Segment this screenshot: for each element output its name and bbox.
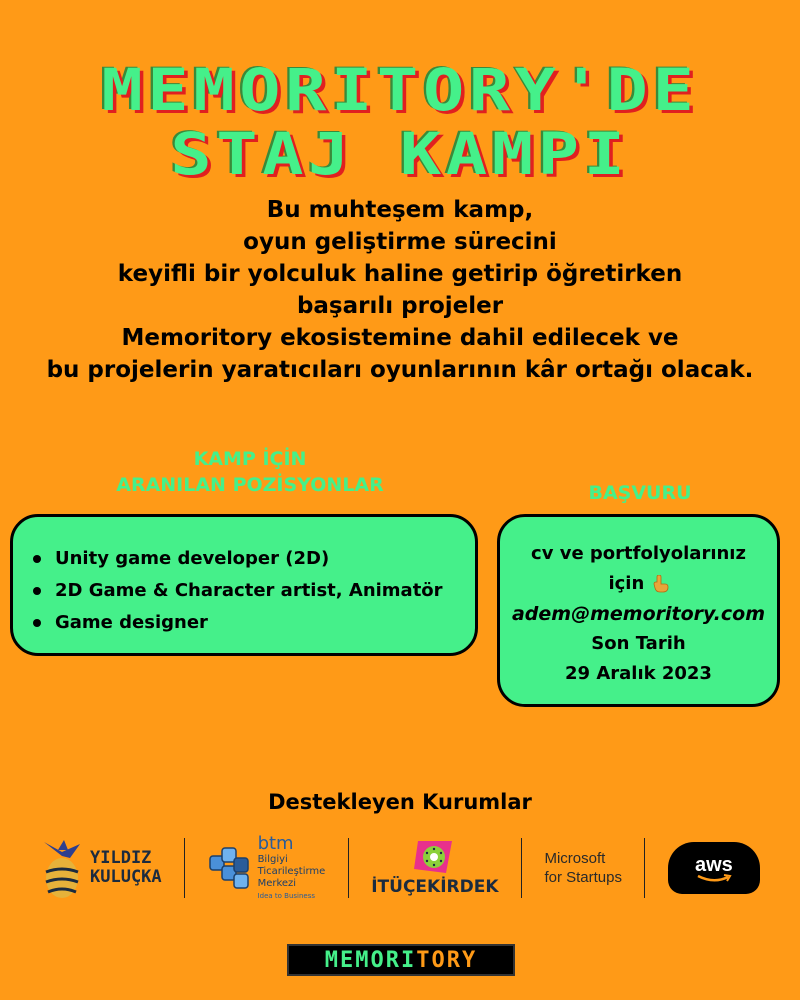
itu-logo xyxy=(371,828,498,908)
position-label: Game designer xyxy=(55,612,208,633)
microsoft-line-1: Microsoft xyxy=(544,850,606,867)
btm-logo xyxy=(208,828,326,908)
microsoft-line-2: for Startups xyxy=(544,869,622,886)
deadline-label: Son Tarih xyxy=(591,633,686,654)
title-line-1: MEMORITORY'DE xyxy=(101,56,699,124)
logo-divider xyxy=(348,838,349,898)
positions-heading xyxy=(30,446,470,498)
deadline-date: 29 Aralık 2023 xyxy=(565,663,712,684)
yildiz-bird-icon xyxy=(40,836,84,900)
list-item xyxy=(33,575,455,607)
application-box xyxy=(497,514,780,707)
aws-smile-icon xyxy=(696,874,732,884)
pointing-down-icon xyxy=(653,575,669,593)
positions-list xyxy=(33,543,455,639)
btm-line-1: Bilgiyi xyxy=(257,854,288,865)
logo-divider xyxy=(644,838,645,898)
positions-box xyxy=(10,514,478,656)
itu-kiwi-icon xyxy=(412,839,458,875)
position-label: Unity game developer (2D) xyxy=(55,548,330,569)
logo-divider xyxy=(521,838,522,898)
btm-acronym: btm xyxy=(257,833,294,854)
yildiz-line-1: YILDIZ xyxy=(90,848,152,868)
yildiz-logo xyxy=(40,828,162,908)
positions-heading-line-1: KAMP İÇİN xyxy=(193,448,307,470)
email-link[interactable]: adem@memoritory.com xyxy=(511,603,765,625)
btm-line-2: Ticarileştirme xyxy=(257,866,326,877)
intro-line: keyifli bir yolculuk haline getirip öğretirken xyxy=(117,261,683,287)
application-line-2 xyxy=(508,569,769,599)
aws-cloud-icon xyxy=(668,842,760,894)
bullet-icon xyxy=(33,587,41,595)
application-line-1: cv ve portfolyolarınız xyxy=(531,543,746,564)
title-line-2: STAJ KAMPI xyxy=(170,120,630,188)
supporters-logos xyxy=(40,828,760,908)
list-item xyxy=(33,543,455,575)
btm-line-3: Merkezi xyxy=(257,878,297,889)
aws-text: aws xyxy=(695,853,733,876)
positions-heading-line-2: ARANILAN POZİSYONLAR xyxy=(116,474,384,496)
yildiz-line-2: KULUÇKA xyxy=(90,867,162,887)
intro-line: Bu muhteşem kamp, xyxy=(266,197,534,223)
microsoft-text xyxy=(544,849,622,887)
btm-text xyxy=(258,834,326,902)
position-label: 2D Game & Character artist, Animatör xyxy=(55,580,443,601)
application-heading: BAŞVURU xyxy=(588,482,692,504)
supporters-title: Destekleyen Kurumlar xyxy=(268,790,532,814)
intro-line: Memoritory ekosistemine dahil edilecek ve xyxy=(121,325,679,351)
intro-text xyxy=(20,194,780,386)
application-for-label: için xyxy=(608,573,645,594)
btm-tagline: Idea to Business xyxy=(257,892,316,900)
itu-text: İTÜÇEKİRDEK xyxy=(371,877,499,897)
footer-logo-part-1: MEMORI xyxy=(324,947,417,973)
microsoft-logo xyxy=(544,828,622,908)
yildiz-text xyxy=(90,849,162,887)
logo-divider xyxy=(184,838,185,898)
bullet-icon xyxy=(33,619,41,627)
bullet-icon xyxy=(33,555,41,563)
intro-line: başarılı projeler xyxy=(296,293,504,319)
footer-logo-part-2: TORY xyxy=(416,947,478,973)
memoritory-footer-logo xyxy=(287,944,515,976)
intro-line: oyun geliştirme sürecini xyxy=(243,229,557,255)
intro-line: bu projelerin yaratıcıları oyunlarının kâr ortağı olacak. xyxy=(46,357,754,383)
btm-cube-icon xyxy=(208,846,252,890)
poster-title xyxy=(0,58,800,186)
list-item xyxy=(33,607,455,639)
aws-logo xyxy=(668,828,760,908)
